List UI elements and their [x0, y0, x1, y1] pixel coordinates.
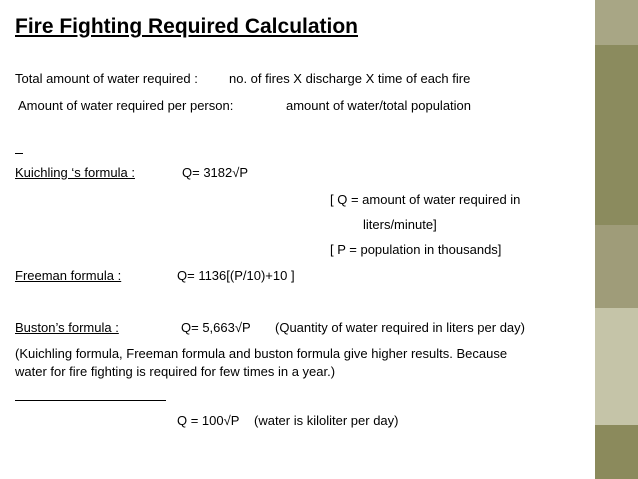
remark-line2: water for fire fighting is required for few times in a year.)	[15, 364, 336, 379]
buston-note: (Quantity of water required in liters per day)	[275, 320, 525, 335]
remark-line1: (Kuichling formula, Freeman formula and buston formula give higher results. Because	[15, 346, 508, 361]
short-divider	[15, 153, 23, 154]
total-water-label: Total amount of water required :	[15, 71, 198, 86]
kuichling-label: Kuichling ‘s formula :	[15, 165, 135, 180]
per-person-formula: amount of water/total population	[286, 98, 472, 113]
final-formula: Q = 100√P	[177, 413, 240, 428]
sidebar-block-middle	[595, 225, 638, 308]
slide-title: Fire Fighting Required Calculation	[15, 15, 359, 38]
per-person-label: Amount of water required per person:	[18, 98, 234, 113]
buston-label: Buston’s formula :	[15, 320, 119, 335]
sidebar-block-bottom	[595, 425, 638, 479]
final-note: (water is kiloliter per day)	[254, 413, 399, 428]
long-divider	[15, 400, 166, 401]
sidebar-block-lower	[595, 308, 638, 425]
sidebar-block-upper	[595, 45, 638, 225]
buston-formula: Q= 5,663√P	[181, 320, 251, 335]
total-water-formula: no. of fires X discharge X time of each fire	[229, 71, 471, 86]
sidebar-block-top	[595, 0, 638, 45]
freeman-label: Freeman formula :	[15, 268, 122, 283]
freeman-formula: Q= 1136[(P/10)+10 ]	[177, 268, 295, 283]
kuichling-formula: Q= 3182√P	[182, 165, 249, 180]
kuichling-note-line3: [ P = population in thousands]	[330, 242, 502, 257]
kuichling-note-line1: [ Q = amount of water required in	[330, 192, 521, 207]
decorative-sidebar	[595, 0, 638, 479]
kuichling-note-line2: liters/minute]	[363, 217, 437, 232]
